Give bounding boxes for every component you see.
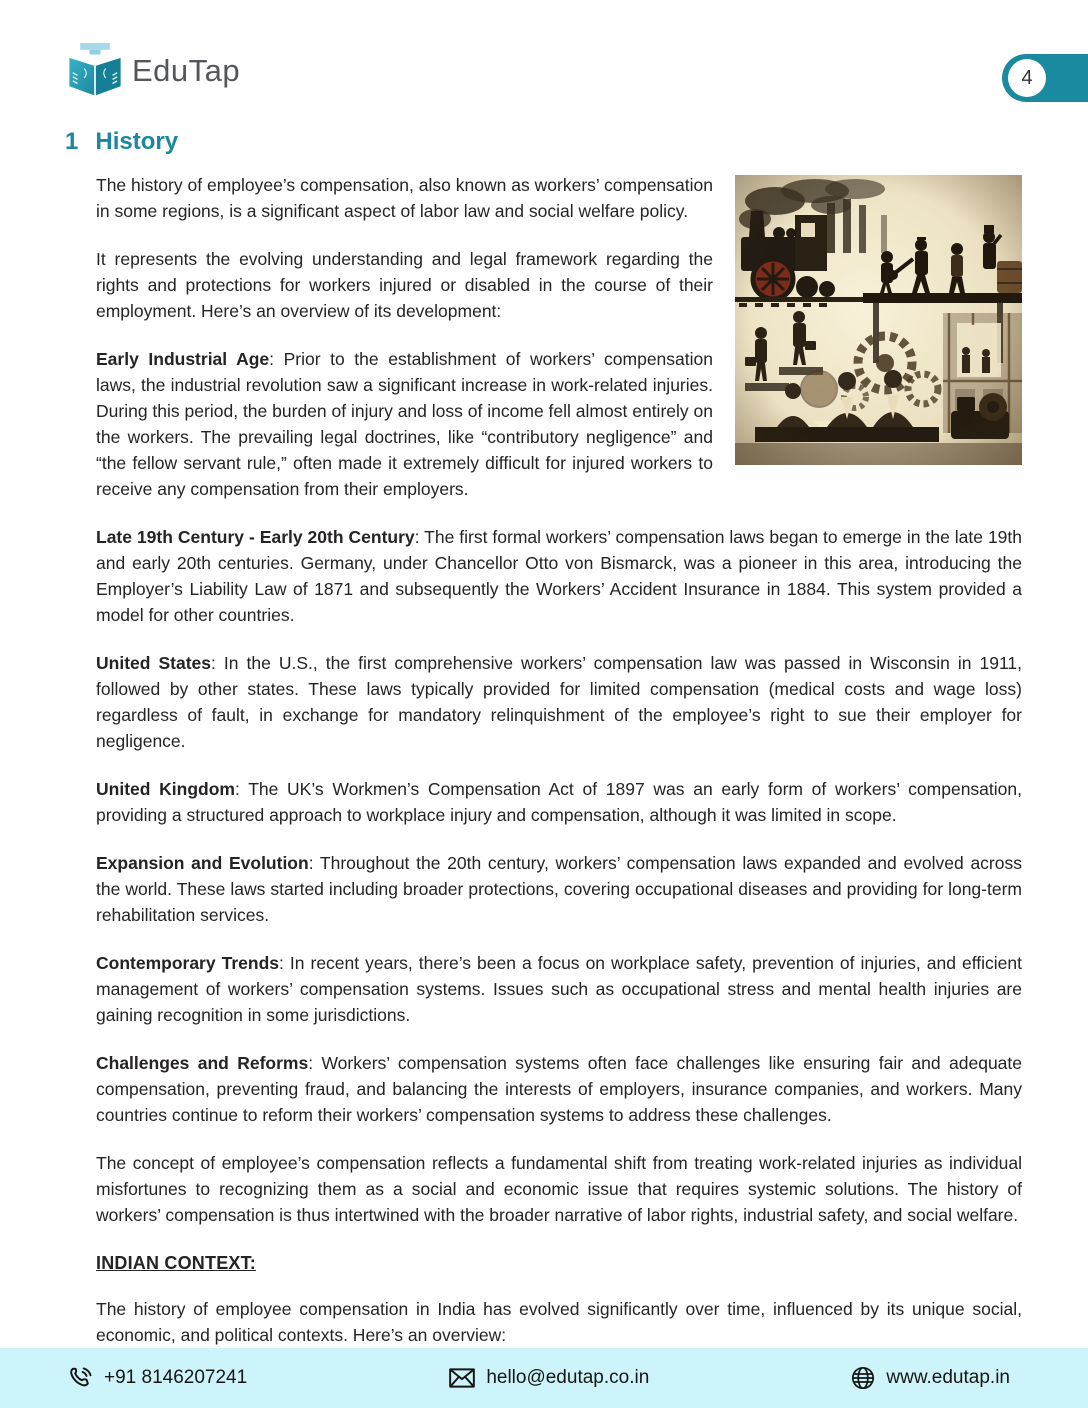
paragraph-challenges-reforms: Challenges and Reforms: Workers’ compensation systems often face challenges like ensuring fair and adequate compensation, preventing fraud, and balancing the interests of employers, insurance companies, and workers. Many countries continue to reform their workers’ compensation systems to address these challenges. [96, 1053, 1022, 1125]
page-number-badge [1002, 54, 1088, 102]
paragraph-united-kingdom: United Kingdom: The UK’s Workmen’s Compensation Act of 1897 was an early form of workers’ compensation, providing a structured approach to workplace injury and compensation, although it was limited in scope. [96, 779, 1022, 825]
page-number: 4 [1008, 59, 1046, 97]
envelope-icon [448, 1366, 476, 1390]
section-number: 1 [65, 128, 79, 155]
footer-phone-link[interactable] [68, 1365, 247, 1391]
phone-icon [68, 1365, 94, 1391]
footer-phone-text: +91 8146207241 [104, 1367, 248, 1388]
paragraph-united-states: United States: In the U.S., the first comprehensive workers’ compensation law was passed in Wisconsin in 1911, followed by other states. These laws typically provided for limited compensation (medical costs and wage loss) regardless of fault, in exchange for mandatory relinquishment of the employee’s right to sue their employer for negligence. [96, 653, 1023, 751]
section-title-text: History [95, 128, 179, 155]
footer-email-link[interactable] [448, 1366, 649, 1390]
indian-context-heading: INDIAN CONTEXT: [96, 1253, 256, 1273]
globe-icon [850, 1365, 876, 1391]
footer-website-text: www.edutap.in [886, 1367, 1010, 1388]
paragraph-expansion-evolution: Expansion and Evolution: Throughout the 20th century, workers’ compensation laws expanded and evolved across the world. These laws started including broader protections, covering occupational diseases and providing for long-term rehabilitation services. [96, 853, 1022, 925]
edutap-book-icon [64, 38, 126, 103]
paragraph-contemporary-trends: Contemporary Trends: In recent years, there’s been a focus on workplace safety, prevention of injuries, and efficient management of workers’ compensation systems. Issues such as occupational stress and mental health injuries are gaining recognition in some jurisdictions. [96, 953, 1022, 1025]
edutap-logo [64, 38, 240, 103]
industrial-revolution-illustration [735, 175, 1022, 465]
footer-bar [0, 1348, 1088, 1408]
paragraph-overview: It represents the evolving understanding and legal framework regarding the rights and protections for workers injured or disabled in the course of their employment. Here’s an overview of its development: [96, 249, 713, 321]
paragraph-intro: The history of employee’s compensation, also known as workers’ compensation in some regions, is a significant aspect of labor law and social welfare policy. [96, 175, 713, 221]
footer-email-text: hello@edutap.co.in [486, 1367, 650, 1388]
paragraph-india-intro: The history of employee compensation in India has evolved significantly over time, influenced by its unique social, economic, and political contexts. Here’s an overview: [96, 1299, 1022, 1345]
paragraph-early-industrial-age: Early Industrial Age: Prior to the establishment of workers’ compensation laws, the industrial revolution saw a significant increase in work-related injuries. During this period, the burden of injury and loss of income fell almost entirely on the workers. The prevailing legal doctrines, like “contributory negligence” and “the fellow servant rule,” often made it extremely difficult for injured workers to receive any compensation from their employers. [96, 349, 713, 499]
document-body [0, 172, 1088, 1370]
paragraph-concept-shift: The concept of employee’s compensation reflects a fundamental shift from treating work-related injuries as individual misfortunes to recognizing them as a social and economic issue that requires systemic solutions. The history of workers’ compensation is thus intertwined with the broader narrative of labor rights, industrial safety, and social welfare. [96, 1153, 1022, 1225]
page-title [65, 128, 178, 156]
logo-wordmark: EduTap [132, 52, 241, 88]
paragraph-late-19th-century: Late 19th Century - Early 20th Century: The first formal workers’ compensation laws began to emerge in the late 19th and early 20th centuries. Germany, under Chancellor Otto von Bismarck, was a pioneer in this area, introducing the Employer’s Liability Law of 1871 and subsequently the Workers’ Accident Insurance in 1884. This system provided a model for other countries. [96, 527, 1023, 625]
footer-website-link[interactable] [850, 1365, 1010, 1391]
